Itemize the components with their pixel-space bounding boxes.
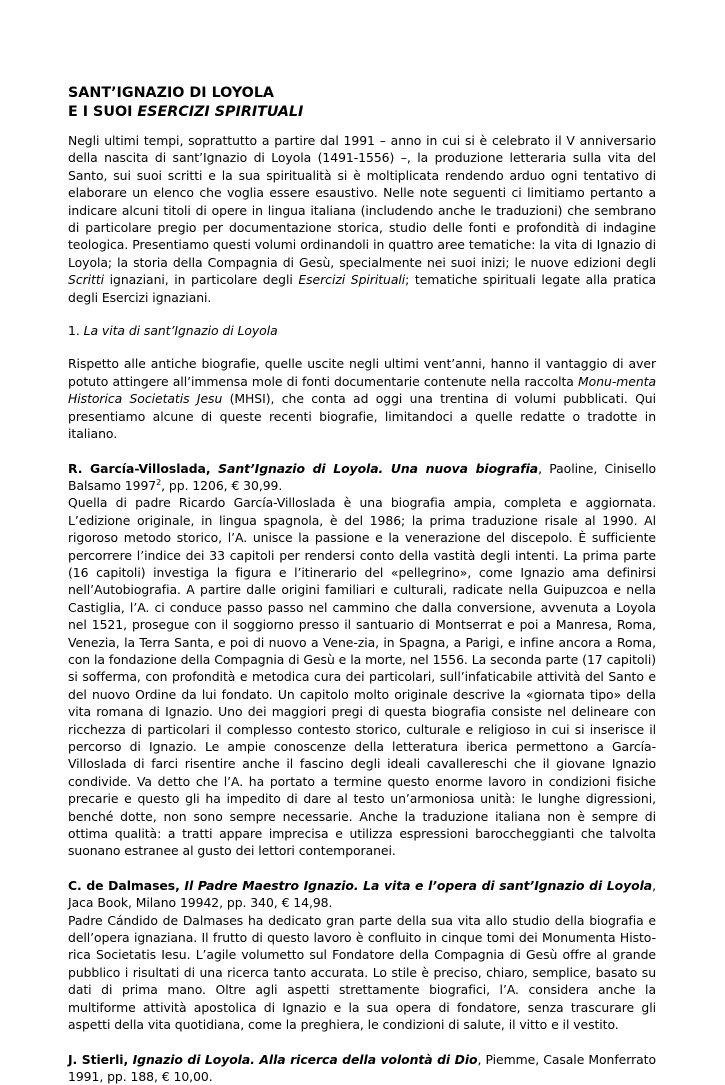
- entry-details: , pp. 1206, € 30,99.: [161, 478, 282, 493]
- intro-text-1: Negli ultimi tempi, soprattutto a partire dal 1991 – anno in cui si è celebrato il V anniversario della nascita di sant’Ignazio di Loyola (1491-1556) –, la produzione letteraria sulla vita del Santo, sui suoi scritti e la sua spiritualità si è moltiplicata rendendo arduo ogni tentativo di elaborare un elenco che voglia essere esaustivo. Nelle note seguenti ci limitiamo pertanto a indicare alcuni titoli di opere in lingua italiana (includendo anche le traduzioni) che sembrano di particolare pregio per documentazione storica, studio delle fonti e profondità di indagine teologica. Presentiamo questi volumi ordinandoli in quattro aree tematiche: la vita di Ignazio di Loyola; la storia della Compagnia di Gesù, specialmente nei suoi inizi; le nuove edizioni degli: [68, 133, 656, 270]
- entry-title: Il Padre Maestro Ignazio. La vita e l’opera di sant’Ignazio di Loyola: [184, 878, 652, 893]
- title-line-1: SANT’IGNAZIO DI LOYOLA: [68, 84, 656, 103]
- intro-italic-1: Scritti: [68, 272, 104, 287]
- intro-text-3: ; tematiche spirituali legate alla pratica degli Esercizi ignaziani.: [68, 272, 656, 304]
- entry-publisher: , Paoline, Cinisello Balsamo 1997: [68, 461, 656, 493]
- section-intro-italic: Monu-menta Historica Societatis Jesu: [68, 374, 656, 406]
- section-number: 1.: [68, 323, 84, 338]
- entry-edition-superscript: 2: [156, 478, 161, 487]
- entry-author: C. de Dalmases,: [68, 878, 184, 893]
- entry-review: Quella di padre Ricardo García-Villoslada è una biografia ampia, completa e aggiornata. L’edizione originale, in lingua spagnola, è del 1986; la prima traduzione risale al 1990. Al rigoroso metodo storico, l’A. unisce la passione e la venerazione del discepolo. È sufficiente percorrere l’indice dei 33 capitoli per rendersi conto della vastità degli intenti. La prima parte (16 capitoli) investiga la figura e l’itinerario del «pellegrino», come Ignazio ama definirsi nell’Autobiografia. A partire dalle origini familiari e culturali, radicate nella Guipuzcoa e nella Castiglia, l’A. ci conduce passo passo nel cammino che dalla conversione, avvenuta a Loyola nel 1521, prosegue con il soggiorno presso il santuario di Montserrat e poi a Manresa, Roma, Venezia, la Terra Santa, e poi di nuovo a Vene-zia, in Spagna, a Parigi, e infine ancora a Roma, con la fondazione della Compagnia di Gesù e la morte, nel 1556. La seconda parte (17 capitoli) si sofferma, con profondità e metodica cura dei particolari, sull’infaticabile attività del Santo e del nuovo Ordine da lui fondato. Un capitolo molto originale descrive la «giornata tipo» della vita romana di Ignazio. Uno dei maggiori pregi di questa biografia consiste nel delineare con ricchezza di particolari il complesso contesto storico, culturale e religioso in cui si inserisce il percorso di Ignazio. Le ampie conoscenze della letteratura iberica permettono a García-Villoslada di farci risentire anche il fascino degli ideali cavallereschi che il giovane Ignazio condivide. Va detto che l’A. ha portato a termine questo enorme lavoro in condizioni fisiche precarie e questo gli ha impedito di dare al testo un’armoniosa unità: le lunghe digressioni, benché dotte, non sono sempre necessarie. Anche la traduzione italiana non è sempre di ottima qualità: a tratti appare imprecisa e utilizza espressioni baroccheggianti che talvolta suonano estranee al gusto dei lettori contemporanei.: [68, 494, 656, 860]
- section-heading: [68, 322, 656, 339]
- entry-citation: [68, 1051, 656, 1085]
- title-line-2-prefix: E I SUOI: [68, 104, 137, 120]
- section-intro-text-2: (MHSI), che conta ad oggi una trentina di volumi pubblicati. Qui presentiamo alcune di queste recenti biografie, limitandoci a quelle redatte o tradotte in italiano.: [68, 391, 656, 441]
- section-intro-text-1: Rispetto alle antiche biografie, quelle uscite negli ultimi vent’anni, hanno il vantaggio di aver potuto attingere all’immensa mole di fonti documentarie contenute nella raccolta: [68, 356, 656, 388]
- entry-title: Ignazio di Loyola. Alla ricerca della volontà di Dio: [133, 1052, 478, 1067]
- intro-italic-2: Esercizi Spirituali: [298, 272, 405, 287]
- section-title: La vita di sant’Ignazio di Loyola: [84, 323, 278, 338]
- title-line-2-italic: ESERCIZI SPIRITUALI: [137, 104, 303, 120]
- intro-text-2: ignaziani, in particolare degli: [104, 272, 298, 287]
- entry-author: R. García-Villoslada,: [68, 461, 218, 476]
- section-intro-paragraph: [68, 355, 656, 442]
- entry-author: J. Stierli,: [68, 1052, 133, 1067]
- entry-publisher: , Jaca Book, Milano 19942, pp. 340, € 14,98.: [68, 878, 656, 910]
- page-title: [68, 84, 656, 122]
- entry-review: Padre Cándido de Dalmases ha dedicato gran parte della sua vita allo studio della biografia e dell’opera ignaziana. Il frutto di questo lavoro è confluito in cinque tomi dei Monumenta Histo-rica Societatis Iesu. L’agile volumetto sul Fondatore della Compagnia di Gesù offre al grande pubblico i risultati di una ricerca tanto accurata. Lo stile è preciso, chiaro, semplice, basato su dati di prima mano. Oltre agli aspetti strettamente biografici, l’A. considera anche la multiforme attività apostolica di Ignazio e la sua opera di fondatore, senza trascurare gli aspetti della vita quotidiana, come la preghiera, le condizioni di salute, il vitto e il vestito.: [68, 912, 656, 1034]
- entry-title: Sant’Ignazio di Loyola. Una nuova biografia: [218, 461, 538, 476]
- entry-citation: [68, 877, 656, 912]
- intro-paragraph: [68, 132, 656, 306]
- entry-publisher: , Piemme, Casale Monferrato 1991, pp. 188, € 10,00.: [68, 1052, 656, 1084]
- title-line-2: [68, 103, 656, 122]
- document-page: [68, 84, 656, 1085]
- entry-citation: [68, 460, 656, 495]
